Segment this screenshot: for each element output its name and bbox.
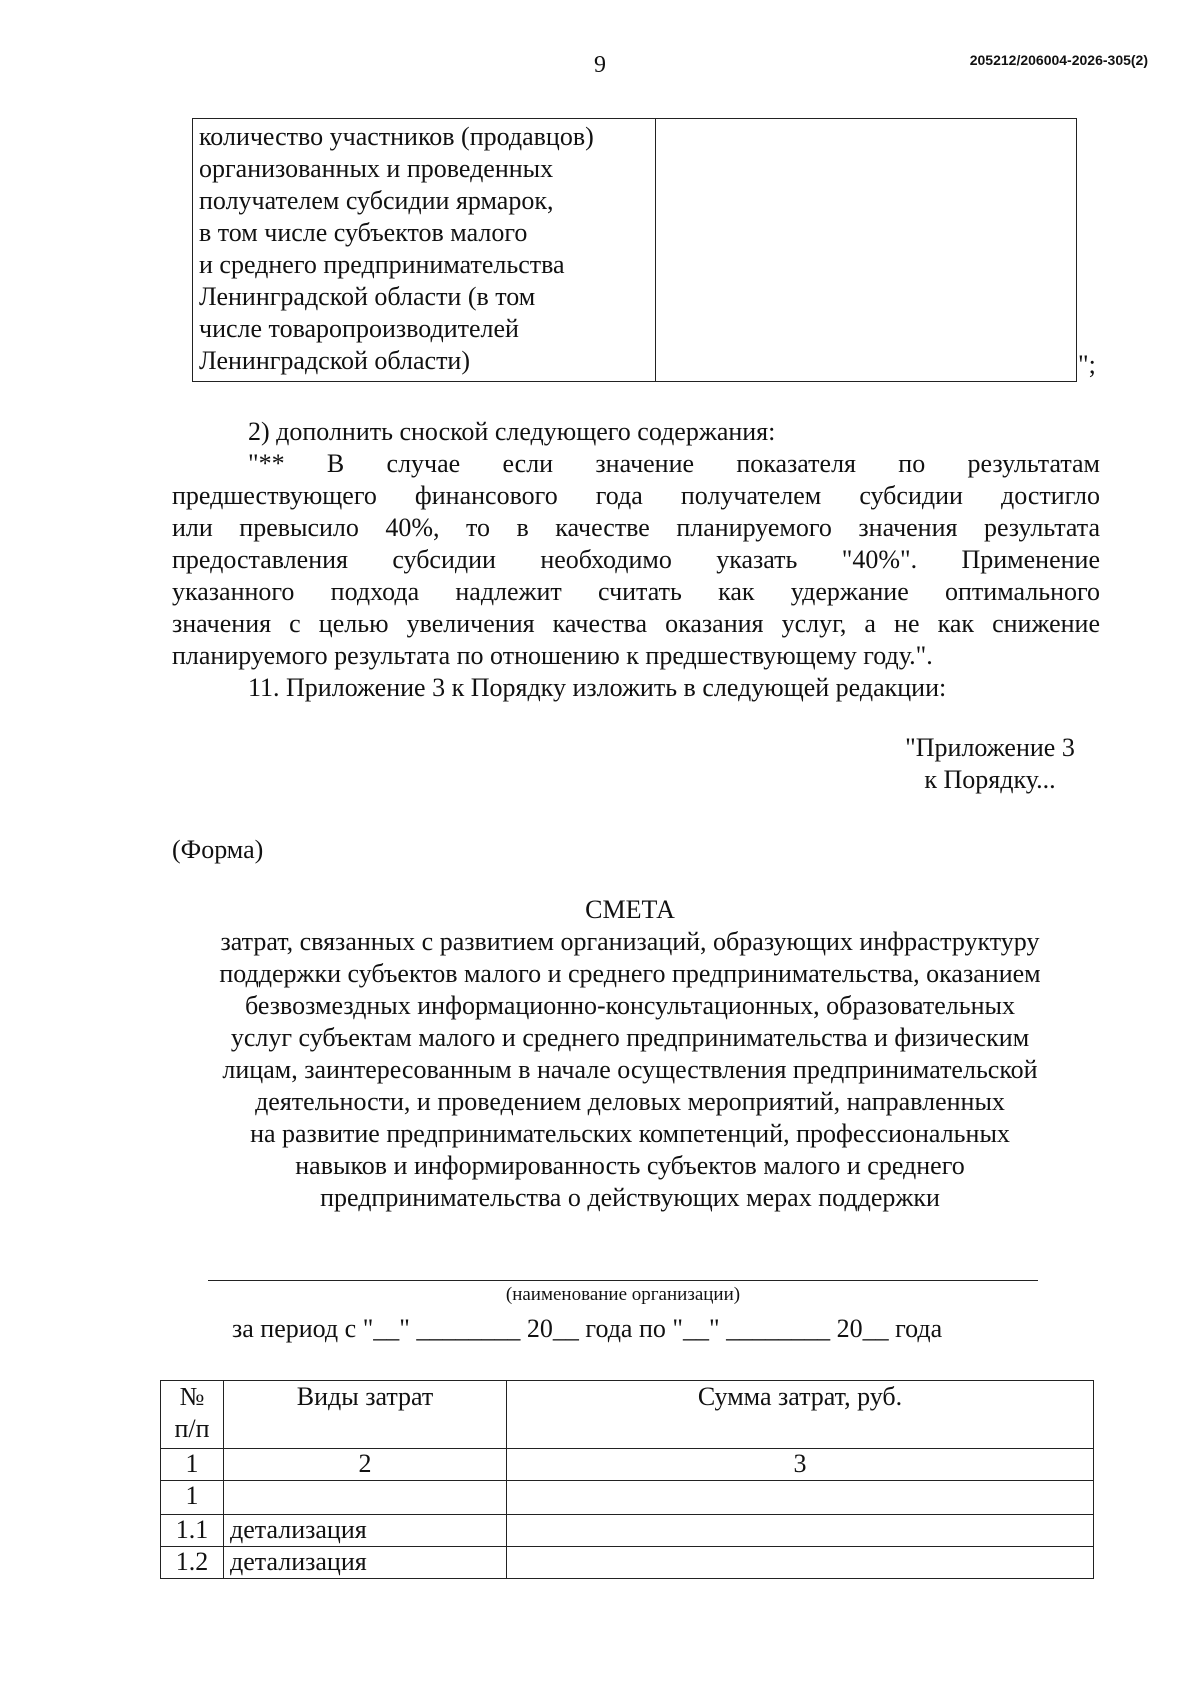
document-number: 205212/206004-2026-305(2) xyxy=(969,52,1148,68)
title-line: лицам, заинтересованным в начале осуществления предпринимательской xyxy=(222,1055,1038,1084)
footnote-line: значения с целью увеличения качества оказания услуг, а не как снижение xyxy=(172,609,1100,638)
row-cost-sum xyxy=(507,1547,1094,1579)
footnote-line: предшествующего финансового года получателем субсидии достигло xyxy=(172,481,1100,510)
title-line: безвозмездных информационно-консультационных, образовательных xyxy=(245,991,1015,1020)
row-cost-sum xyxy=(507,1481,1094,1515)
title-line: на развитие предпринимательских компетенций, профессиональных xyxy=(250,1119,1010,1148)
indicator-line: получателем субсидии ярмарок, xyxy=(199,186,554,215)
title-main: СМЕТА xyxy=(585,895,675,924)
indicator-line: Ленинградской области) xyxy=(199,346,471,375)
footnote-line: указанного подхода надлежит считать как удержание оптимального xyxy=(172,577,1100,606)
indicator-line: организованных и проведенных xyxy=(199,154,554,183)
footnote-line: "** В случае если значение показателя по результатам xyxy=(248,449,1100,478)
closing-quote: "; xyxy=(1078,350,1096,379)
header-number-line: п/п xyxy=(174,1414,210,1443)
row-number: 1 xyxy=(161,1481,224,1515)
item-11: 11. Приложение 3 к Порядку изложить в следующей редакции: xyxy=(248,673,947,702)
page-number: 9 xyxy=(594,52,606,78)
indicator-line: в том числе субъектов малого xyxy=(199,218,528,247)
row-cost-type: детализация xyxy=(224,1515,507,1547)
estimate-title xyxy=(150,894,1110,1214)
period-line: за период с "__" ________ 20__ года по "__" ________ 20__ года xyxy=(232,1314,943,1343)
column-number: 1 xyxy=(161,1449,224,1481)
row-cost-type: детализация xyxy=(224,1547,507,1579)
column-number: 3 xyxy=(507,1449,1094,1481)
indicator-value-cell xyxy=(656,119,1077,382)
footnote-line: планируемого результата по отношению к предшествующему году.". xyxy=(172,641,933,670)
column-number: 2 xyxy=(224,1449,507,1481)
row-cost-sum xyxy=(507,1515,1094,1547)
footnote-line: или превысило 40%, то в качестве планируемого значения результата xyxy=(172,513,1100,542)
header-number-line: № xyxy=(179,1382,205,1411)
appendix-line: "Приложение 3 xyxy=(905,733,1075,762)
table-row xyxy=(161,1515,1094,1547)
row-number: 1.2 xyxy=(161,1547,224,1579)
item-2: 2) дополнить сноской следующего содержания: xyxy=(248,417,776,446)
appendix-line: к Порядку... xyxy=(924,765,1056,794)
indicator-line: и среднего предпринимательства xyxy=(199,250,565,279)
appendix-reference xyxy=(880,732,1100,796)
title-line: поддержки субъектов малого и среднего предпринимательства, оказанием xyxy=(219,959,1041,988)
table-row xyxy=(161,1481,1094,1515)
organization-caption: (наименование организации) xyxy=(505,1284,741,1305)
table-header-row xyxy=(161,1381,1094,1449)
header-cost-type: Виды затрат xyxy=(224,1381,507,1449)
indicator-line: Ленинградской области (в том xyxy=(199,282,536,311)
indicator-table xyxy=(192,118,1077,382)
table-column-numbers-row xyxy=(161,1449,1094,1481)
indicator-line: количество участников (продавцов) xyxy=(199,122,594,151)
form-label: (Форма) xyxy=(172,835,264,864)
title-line: навыков и информированность субъектов малого и среднего xyxy=(295,1151,965,1180)
cost-table xyxy=(160,1380,1094,1579)
indicator-name-cell xyxy=(193,119,656,382)
header-cost-sum: Сумма затрат, руб. xyxy=(507,1381,1094,1449)
header-number xyxy=(161,1381,224,1449)
title-line: услуг субъектам малого и среднего предпринимательства и физическим xyxy=(230,1023,1030,1052)
row-cost-type xyxy=(224,1481,507,1515)
table-row xyxy=(161,1547,1094,1579)
footnote-text xyxy=(172,448,1100,672)
footnote-line: предоставления субсидии необходимо указать "40%". Применение xyxy=(172,545,1100,574)
row-number: 1.1 xyxy=(161,1515,224,1547)
indicator-line: числе товаропроизводителей xyxy=(199,314,519,343)
title-line: деятельности, и проведением деловых мероприятий, направленных xyxy=(255,1087,1005,1116)
title-line: предпринимательства о действующих мерах поддержки xyxy=(320,1183,940,1212)
title-line: затрат, связанных с развитием организаций, образующих инфраструктуру xyxy=(220,927,1040,956)
organization-name-line xyxy=(208,1280,1038,1281)
